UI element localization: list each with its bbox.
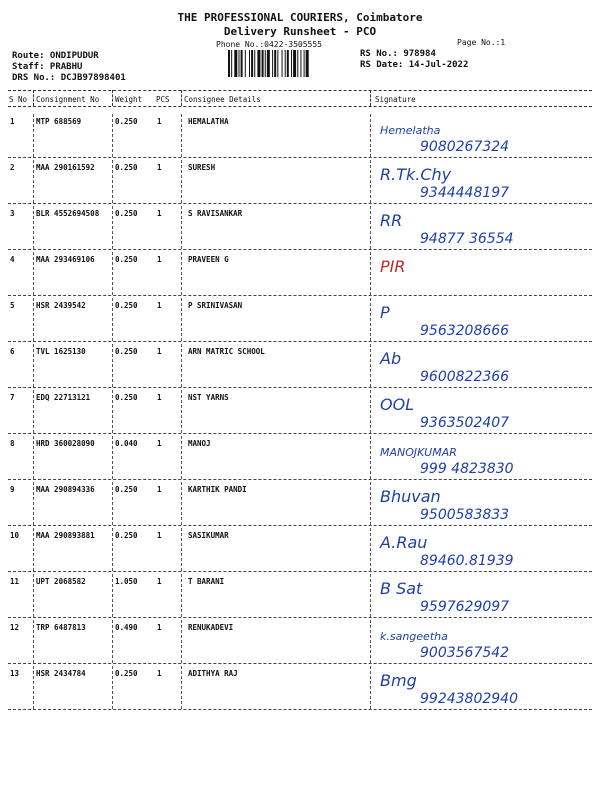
cell-pcs: 1: [157, 301, 162, 310]
cell-sno: 7: [10, 393, 15, 402]
signature-name: A.Rau: [380, 533, 428, 552]
barcode-bar: [234, 50, 237, 77]
cell-consignment: UPT 2068582: [36, 577, 86, 586]
cell-pcs: 1: [157, 623, 162, 632]
column-divider: [33, 620, 34, 663]
cell-consignment: EDQ 22713121: [36, 393, 91, 402]
signature-area: [370, 390, 592, 433]
cell-weight: 0.250: [115, 301, 138, 310]
cell-consignment: MAA 290893881: [36, 531, 95, 540]
cell-sno: 6: [10, 347, 15, 356]
cell-weight: 0.250: [115, 393, 138, 402]
cell-pcs: 1: [157, 485, 162, 494]
cell-weight: 0.250: [115, 531, 138, 540]
cell-weight: 0.490: [115, 623, 138, 632]
drs-number: DRS No.: DCJB97898401: [12, 73, 126, 83]
rs-number: RS No.: 978984: [360, 49, 436, 59]
barcode-bar: [306, 50, 309, 77]
column-divider: [33, 666, 34, 709]
signature-name: B Sat: [380, 579, 423, 598]
column-divider: [181, 666, 182, 709]
column-divider: [33, 114, 34, 157]
staff-label: Staff: PRABHU: [12, 62, 83, 72]
table-row: [0, 620, 600, 666]
cell-consignee: ADITHYA RAJ: [188, 669, 238, 678]
cell-consignment: MAA 290161592: [36, 163, 95, 172]
signature-area: [370, 160, 592, 203]
cell-pcs: 1: [157, 347, 162, 356]
column-divider: [181, 206, 182, 249]
signature-phone: 9003567542: [420, 645, 510, 661]
signature-name: Hemelatha: [380, 124, 441, 137]
cell-consignee: RENUKADEVI: [188, 623, 234, 632]
signature-area: [370, 298, 592, 341]
barcode-bar: [267, 50, 270, 77]
cell-consignment: MAA 290894336: [36, 485, 95, 494]
cell-weight: 0.250: [115, 117, 138, 126]
cell-consignment: HRD 360028090: [36, 439, 95, 448]
cell-pcs: 1: [157, 209, 162, 218]
cell-consignment: MAA 293469106: [36, 255, 95, 264]
cell-weight: 0.040: [115, 439, 138, 448]
column-divider: [112, 344, 113, 387]
signature-area: [370, 574, 592, 617]
barcode-bar: [231, 50, 232, 77]
signature-name: P: [380, 303, 390, 322]
row-separator: [8, 249, 592, 250]
signature-phone: 9363502407: [420, 415, 510, 431]
table-row: [0, 390, 600, 436]
rs-date: RS Date: 14-Jul-2022: [360, 60, 469, 70]
column-divider: [181, 574, 182, 617]
cell-pcs: 1: [157, 255, 162, 264]
column-divider: [112, 114, 113, 157]
column-divider: [181, 344, 182, 387]
cell-sno: 10: [10, 531, 20, 540]
cell-consignment: HSR 2439542: [36, 301, 86, 310]
column-divider: [181, 482, 182, 525]
phone-number: Phone No.:0422-3505555: [216, 40, 322, 49]
table-row: [0, 252, 600, 298]
signature-area: [370, 206, 592, 249]
cell-consignment: TVL 1625130: [36, 347, 86, 356]
cell-sno: 9: [10, 485, 15, 494]
row-separator: [8, 433, 592, 434]
barcode-bar: [287, 50, 289, 77]
barcode-bar: [293, 50, 296, 77]
signature-phone: 89460.81939: [420, 553, 514, 569]
cell-pcs: 1: [157, 669, 162, 678]
barcode-bar: [241, 50, 243, 77]
column-divider: [181, 298, 182, 341]
signature-phone: 9597629097: [420, 599, 510, 615]
column-divider: [112, 620, 113, 663]
column-divider: [112, 528, 113, 571]
column-divider: [181, 528, 182, 571]
barcode-bar: [265, 50, 266, 77]
column-divider: [112, 90, 113, 106]
header-rule-bottom: [8, 106, 592, 107]
column-divider: [33, 574, 34, 617]
col-header-consignee: Consignee Details: [184, 95, 261, 104]
col-header-pcs: PCS: [156, 95, 170, 104]
col-header-signature: Signature: [375, 95, 416, 104]
table-row: [0, 666, 600, 712]
column-divider: [33, 160, 34, 203]
signature-phone: 999 4823830: [420, 461, 514, 477]
signature-name: MANOJKUMAR: [380, 446, 457, 459]
column-divider: [112, 206, 113, 249]
cell-sno: 4: [10, 255, 15, 264]
signature-area: [370, 114, 592, 157]
cell-consignee: KARTHIK PANDI: [188, 485, 247, 494]
cell-pcs: 1: [157, 577, 162, 586]
cell-pcs: 1: [157, 117, 162, 126]
signature-area: [370, 252, 592, 295]
cell-consignee: PRAVEEN G: [188, 255, 229, 264]
column-divider: [33, 482, 34, 525]
cell-pcs: 1: [157, 439, 162, 448]
route-label: Route: ONDIPUDUR: [12, 51, 99, 61]
column-divider: [181, 390, 182, 433]
column-divider: [33, 252, 34, 295]
column-divider: [112, 574, 113, 617]
column-divider: [181, 114, 182, 157]
cell-sno: 13: [10, 669, 20, 678]
barcode-bar: [254, 50, 255, 77]
table-row: [0, 528, 600, 574]
cell-consignee: HEMALATHA: [188, 117, 229, 126]
column-divider: [33, 206, 34, 249]
table-row: [0, 114, 600, 160]
column-divider: [33, 90, 34, 106]
col-header-consignment: Consignment No: [36, 95, 100, 104]
column-divider: [112, 666, 113, 709]
barcode-bar: [300, 50, 301, 77]
row-separator: [8, 709, 592, 710]
signature-name: PIR: [380, 257, 406, 276]
barcode-bar: [251, 50, 253, 77]
signature-area: [370, 436, 592, 479]
signature-area: [370, 620, 592, 663]
signature-area: [370, 528, 592, 571]
signature-phone: 99243802940: [420, 691, 518, 707]
signature-name: Bmg: [380, 671, 417, 690]
table-row: [0, 160, 600, 206]
barcode-bar: [257, 50, 260, 77]
barcode-bar: [272, 50, 273, 77]
cell-weight: 0.250: [115, 163, 138, 172]
cell-consignment: TRP 6487813: [36, 623, 86, 632]
cell-sno: 3: [10, 209, 15, 218]
column-divider: [181, 90, 182, 106]
row-separator: [8, 387, 592, 388]
table-row: [0, 436, 600, 482]
cell-consignee: P SRINIVASAN: [188, 301, 243, 310]
cell-sno: 2: [10, 163, 15, 172]
signature-name: OOL: [380, 395, 415, 414]
barcode-bar: [262, 50, 264, 77]
row-separator: [8, 525, 592, 526]
row-separator: [8, 295, 592, 296]
cell-weight: 0.250: [115, 255, 138, 264]
column-divider: [112, 482, 113, 525]
signature-phone: 9080267324: [420, 139, 510, 155]
table-row: [0, 206, 600, 252]
cell-weight: 0.250: [115, 209, 138, 218]
barcode-bar: [245, 50, 246, 77]
signature-area: [370, 666, 592, 709]
column-divider: [112, 160, 113, 203]
cell-consignee: MANOJ: [188, 439, 211, 448]
column-divider: [33, 436, 34, 479]
signature-name: k.sangeetha: [380, 630, 448, 643]
row-separator: [8, 341, 592, 342]
cell-consignment: HSR 2434784: [36, 669, 86, 678]
signature-area: [370, 482, 592, 525]
column-divider: [112, 252, 113, 295]
cell-sno: 5: [10, 301, 15, 310]
column-divider: [181, 436, 182, 479]
cell-weight: 1.050: [115, 577, 138, 586]
signature-phone: 9600822366: [420, 369, 510, 385]
signature-phone: 94877 36554: [420, 231, 514, 247]
row-separator: [8, 617, 592, 618]
column-divider: [33, 344, 34, 387]
signature-phone: 9563208666: [420, 323, 510, 339]
row-separator: [8, 663, 592, 664]
col-header-weight: Weight: [115, 95, 143, 104]
table-row: [0, 298, 600, 344]
column-divider: [112, 436, 113, 479]
cell-consignee: SASIKUMAR: [188, 531, 229, 540]
barcode: [228, 50, 352, 77]
cell-consignment: BLR 4552694508: [36, 209, 100, 218]
signature-name: R.Tk.Chy: [380, 165, 452, 184]
barcode-bar: [228, 50, 230, 77]
column-divider: [181, 620, 182, 663]
signature-area: [370, 344, 592, 387]
column-divider: [33, 528, 34, 571]
column-divider: [112, 298, 113, 341]
barcode-bar: [297, 50, 298, 77]
table-row: [0, 344, 600, 390]
signature-name: Ab: [380, 349, 402, 368]
barcode-bar: [304, 50, 305, 77]
company-title: THE PROFESSIONAL COURIERS, Coimbatore: [177, 11, 423, 24]
cell-consignee: NST YARNS: [188, 393, 229, 402]
cell-consignee: S RAVISANKAR: [188, 209, 243, 218]
page-number: Page No.:1: [457, 38, 506, 47]
signature-name: Bhuvan: [380, 487, 441, 506]
cell-consignee: T BARANI: [188, 577, 225, 586]
table-row: [0, 482, 600, 528]
cell-weight: 0.250: [115, 347, 138, 356]
cell-consignee: SURESH: [188, 163, 216, 172]
signature-phone: 9500583833: [420, 507, 510, 523]
barcode-bar: [282, 50, 283, 77]
cell-weight: 0.250: [115, 669, 138, 678]
signature-phone: 9344448197: [420, 185, 510, 201]
barcode-bar: [239, 50, 240, 77]
column-divider: [181, 252, 182, 295]
column-divider: [370, 90, 371, 106]
table-row: [0, 574, 600, 620]
column-divider: [33, 298, 34, 341]
row-separator: [8, 157, 592, 158]
cell-pcs: 1: [157, 163, 162, 172]
cell-sno: 12: [10, 623, 20, 632]
column-divider: [112, 390, 113, 433]
barcode-bar: [285, 50, 286, 77]
cell-pcs: 1: [157, 531, 162, 540]
barcode-bar: [277, 50, 278, 77]
barcode-bar: [291, 50, 292, 77]
cell-consignee: ARN MATRIC SCHOOL: [188, 347, 265, 356]
cell-sno: 1: [10, 117, 15, 126]
cell-weight: 0.250: [115, 485, 138, 494]
header-rule-top: [8, 90, 592, 91]
cell-pcs: 1: [157, 393, 162, 402]
barcode-bar: [249, 50, 250, 77]
barcode-bar: [274, 50, 276, 77]
cell-sno: 8: [10, 439, 15, 448]
signature-name: RR: [380, 211, 403, 230]
row-separator: [8, 479, 592, 480]
row-separator: [8, 571, 592, 572]
col-header-sno: S No: [9, 95, 28, 104]
column-divider: [33, 390, 34, 433]
cell-consignment: MTP 688569: [36, 117, 82, 126]
column-divider: [181, 160, 182, 203]
sheet-title: Delivery Runsheet - PCO: [223, 25, 377, 38]
cell-sno: 11: [10, 577, 20, 586]
row-separator: [8, 203, 592, 204]
